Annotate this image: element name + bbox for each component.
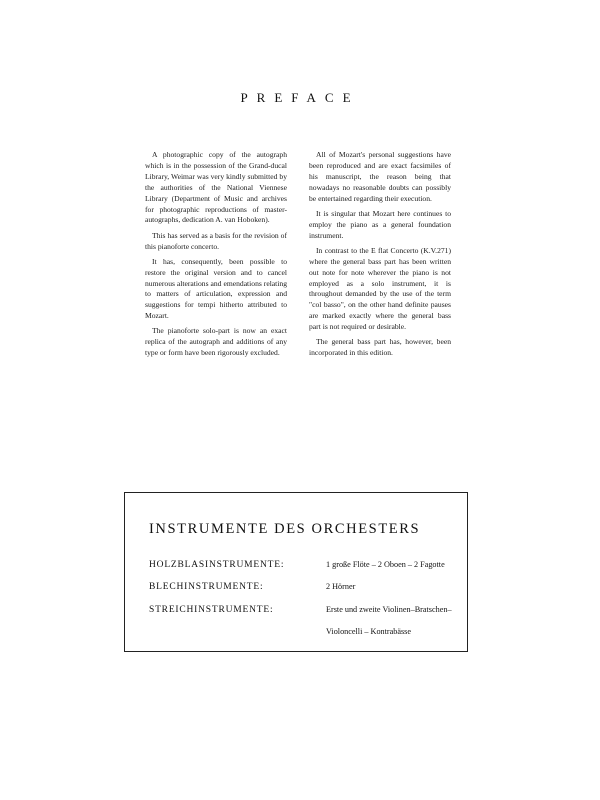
preface-paragraph: It has, consequently, been possible to restore the original version and to cancel numerous alterations and emendations relating to matters of articulation, expression and suggestions for tempi hitherto attributed to Mozart. [145,256,287,321]
preface-column-right [309,150,451,364]
preface-column-left [145,150,287,364]
instrumentation-heading: INSTRUMENTE DES ORCHESTERS [149,521,421,537]
instrument-list: 1 große Flöte – 2 Oboen – 2 Fagotte [326,560,445,569]
instrumentation-box [124,492,468,652]
instrument-list: 2 Hörner [326,582,356,591]
instrument-list: Violoncelli – Kontrabässe [326,627,412,636]
preface-paragraph: It is singular that Mozart here continues to employ the piano as a general foundation instrument. [309,208,451,240]
preface-paragraph: In contrast to the E flat Concerto (K.V.271) where the general bass part has been written out note for note wherever the piano is not employed as a solo instrument, it is throughout demanded by the use of the term "col basso", on the other hand definite pauses are marked exactly where the general bass part is not required or desirable. [309,245,451,332]
preface-paragraph: This has served as a basis for the revision of this pianoforte concerto. [145,230,287,251]
preface-paragraph: All of Mozart's personal suggestions have been reproduced and are exact facsimiles of his manuscript, the reason being that nowadays no reasonable doubts can possibly be entertained regarding their execution. [309,150,451,203]
preface-paragraph: The pianoforte solo-part is now an exact replica of the autograph and additions of any type or form have been rigorously excluded. [145,326,287,358]
instrument-group-label: BLECHINSTRUMENTE: [149,582,264,592]
instrument-group-label: HOLZBLASINSTRUMENTE: [149,560,285,570]
instrument-list: Erste und zweite Violinen–Bratschen– [326,605,452,614]
page-title: PREFACE [240,90,360,105]
instrument-row [149,582,356,592]
preface-paragraph: A photographic copy of the autograph which is in the possession of the Grand-ducal Library, Weimar was very kindly submitted by the authorities of the National Viennese Library (Department of Music and archives for photographic reproductions of master-autographs, dedication A. van Hoboken). [145,150,287,225]
preface-paragraph: The general bass part has, however, been incorporated in this edition. [309,337,451,358]
instrument-group-label: STREICHINSTRUMENTE: [149,605,274,615]
instrument-row [149,605,452,615]
instrument-row [149,560,445,570]
